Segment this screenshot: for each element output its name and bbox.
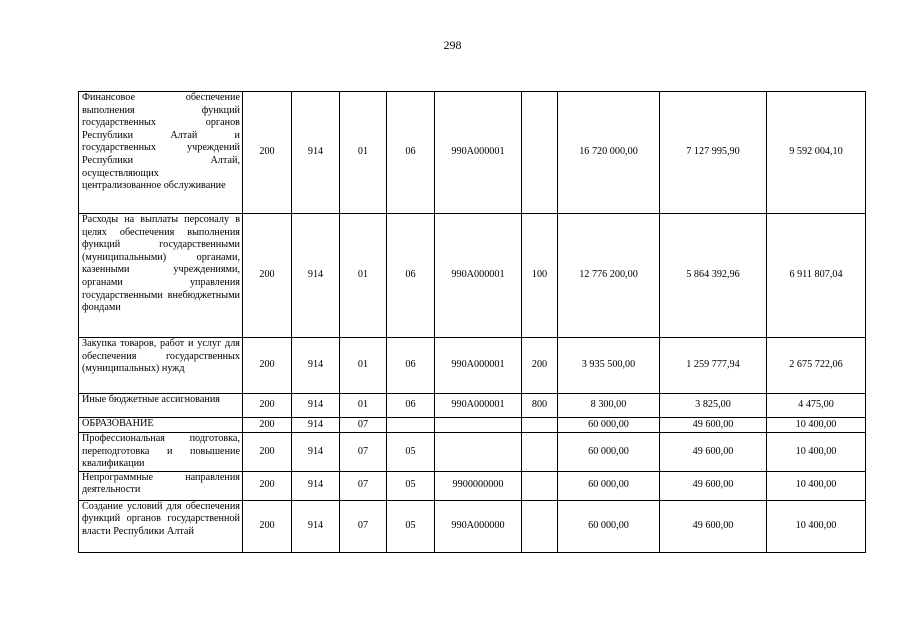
table-row [79,418,866,433]
cell-subsection: 05 [387,500,435,552]
cell-expense-type: 200 [522,338,558,394]
cell-target-code [435,433,522,472]
cell-amount-executed: 49 600,00 [660,500,767,552]
cell-target-code: 990А000001 [435,214,522,338]
cell-expense-type: 800 [522,394,558,418]
cell-expense-type [522,471,558,500]
cell-target-code: 990А000001 [435,92,522,214]
cell-subsection: 05 [387,433,435,472]
cell-target-code: 990А000001 [435,338,522,394]
row-description: Закупка товаров, работ и услуг для обеспечения государственных (муниципальных) нужд [79,338,243,394]
row-description: ОБРАЗОВАНИЕ [79,418,243,433]
cell-subsection: 06 [387,214,435,338]
cell-admin-code: 200 [243,338,292,394]
cell-target-code [435,418,522,433]
cell-admin-code: 200 [243,418,292,433]
cell-amount-planned: 60 000,00 [558,500,660,552]
cell-department-code: 914 [292,433,340,472]
cell-amount-remaining: 2 675 722,06 [767,338,866,394]
budget-table [78,91,866,553]
cell-amount-executed: 7 127 995,90 [660,92,767,214]
cell-amount-remaining: 9 592 004,10 [767,92,866,214]
cell-amount-planned: 60 000,00 [558,433,660,472]
cell-subsection [387,418,435,433]
cell-subsection: 06 [387,394,435,418]
cell-subsection: 06 [387,338,435,394]
cell-amount-remaining: 4 475,00 [767,394,866,418]
cell-amount-remaining: 10 400,00 [767,471,866,500]
cell-department-code: 914 [292,214,340,338]
cell-section: 07 [340,418,387,433]
table-row [79,394,866,418]
cell-amount-remaining: 6 911 807,04 [767,214,866,338]
cell-section: 01 [340,214,387,338]
row-description: Финансовое обеспечение выполнения функций государственных органов Республики Алтай и государственных учреждений Республики Алтай, осуществляющих централизованное обслуживание [79,92,243,214]
cell-department-code: 914 [292,500,340,552]
cell-department-code: 914 [292,394,340,418]
cell-department-code: 914 [292,471,340,500]
cell-admin-code: 200 [243,214,292,338]
page-number: 298 [443,38,462,52]
cell-target-code: 990А000001 [435,394,522,418]
cell-amount-executed: 1 259 777,94 [660,338,767,394]
cell-amount-planned: 12 776 200,00 [558,214,660,338]
cell-department-code: 914 [292,92,340,214]
cell-expense-type [522,92,558,214]
cell-expense-type [522,500,558,552]
cell-amount-remaining: 10 400,00 [767,433,866,472]
cell-admin-code: 200 [243,433,292,472]
cell-amount-executed: 3 825,00 [660,394,767,418]
cell-section: 07 [340,471,387,500]
row-description: Расходы на выплаты персоналу в целях обеспечения выполнения функций государственными (муниципальными) органами, казенными учреждениями, органами управления государственными внебюджетными фондами [79,214,243,338]
cell-section: 07 [340,433,387,472]
cell-amount-planned: 3 935 500,00 [558,338,660,394]
cell-amount-planned: 16 720 000,00 [558,92,660,214]
cell-expense-type [522,433,558,472]
cell-subsection: 06 [387,92,435,214]
table-row [79,500,866,552]
cell-expense-type [522,418,558,433]
cell-section: 07 [340,500,387,552]
table-row [79,338,866,394]
cell-amount-planned: 60 000,00 [558,471,660,500]
cell-target-code: 9900000000 [435,471,522,500]
table-row [79,433,866,472]
row-description: Непрограммные направления деятельности [79,471,243,500]
row-description: Создание условий для обеспечения функций органов государственной власти Республики Алтай [79,500,243,552]
row-description: Иные бюджетные ассигнования [79,394,243,418]
table-row [79,471,866,500]
cell-section: 01 [340,92,387,214]
cell-department-code: 914 [292,418,340,433]
cell-amount-remaining: 10 400,00 [767,418,866,433]
cell-admin-code: 200 [243,394,292,418]
cell-amount-executed: 49 600,00 [660,471,767,500]
cell-amount-executed: 49 600,00 [660,433,767,472]
cell-department-code: 914 [292,338,340,394]
cell-amount-remaining: 10 400,00 [767,500,866,552]
cell-amount-planned: 60 000,00 [558,418,660,433]
table-row [79,92,866,214]
cell-admin-code: 200 [243,92,292,214]
table-row [79,214,866,338]
cell-section: 01 [340,394,387,418]
cell-admin-code: 200 [243,500,292,552]
cell-target-code: 990А000000 [435,500,522,552]
cell-section: 01 [340,338,387,394]
row-description: Профессиональная подготовка, переподготовка и повышение квалификации [79,433,243,472]
cell-subsection: 05 [387,471,435,500]
cell-amount-planned: 8 300,00 [558,394,660,418]
cell-admin-code: 200 [243,471,292,500]
cell-amount-executed: 49 600,00 [660,418,767,433]
cell-amount-executed: 5 864 392,96 [660,214,767,338]
cell-expense-type: 100 [522,214,558,338]
